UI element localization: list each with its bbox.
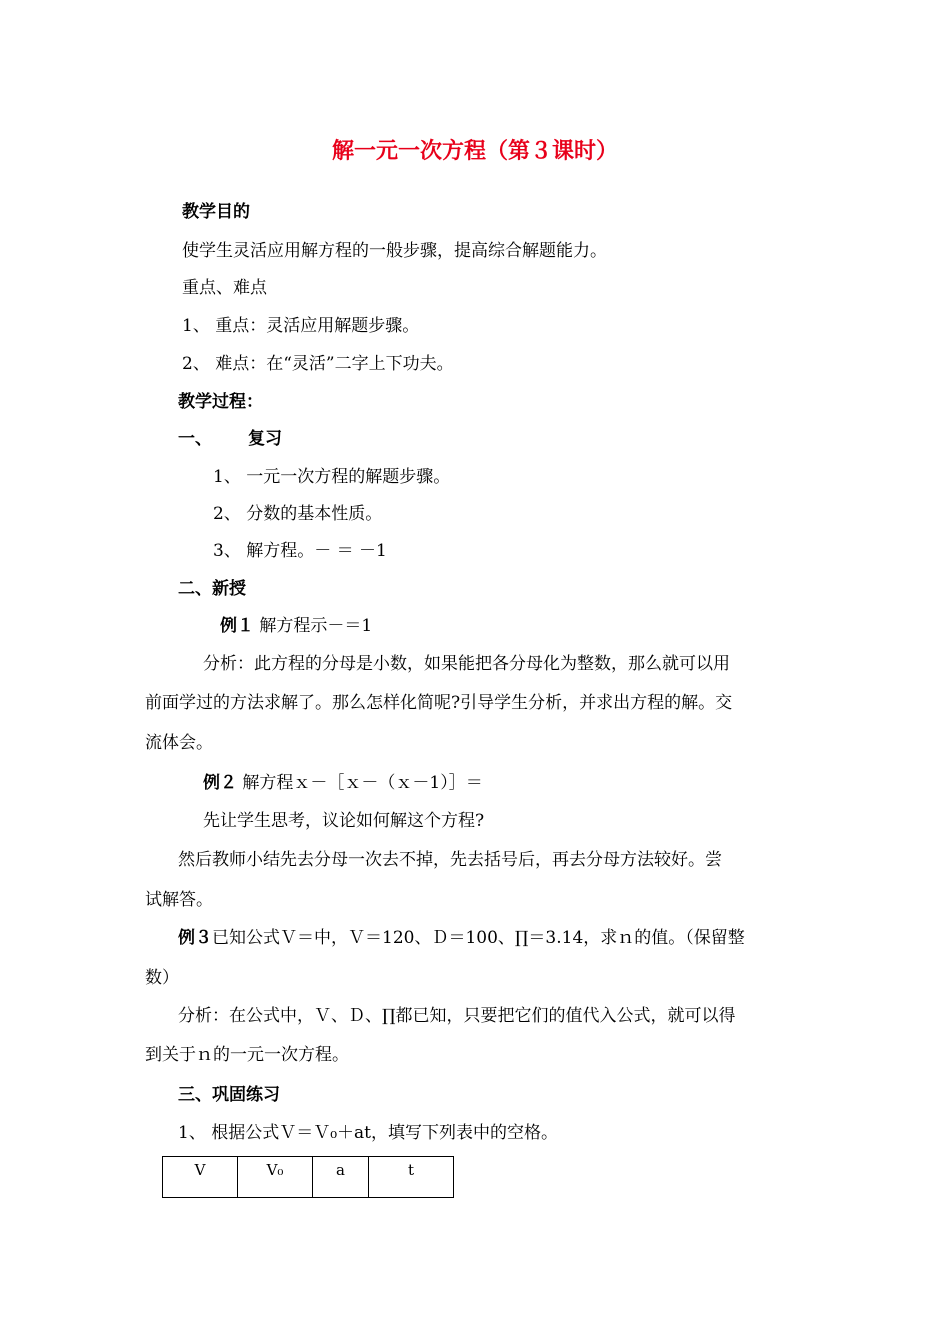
table-cell-v: V [163,1157,238,1198]
example-1-label: 例１ [220,616,254,636]
practice-item: 1、 根据公式Ｖ＝Ｖ₀＋at，填写下列表中的空格。 [178,1123,559,1143]
example-2-line: 然后教师小结先去分母一次去不掉，先去括号后，再去分母方法较好。尝 [178,850,722,870]
keypoint-item: 2、 难点：在“灵活”二字上下功夫。 [182,354,454,374]
example-1 [220,614,372,638]
table-cell-v0: V₀ [238,1157,313,1198]
table-cell-a: a [313,1157,369,1198]
example-3 [178,926,745,950]
review-number: 一、 [178,429,212,449]
goal-heading: 教学目的 [182,202,250,222]
example-2-line: 先让学生思考，议论如何解这个方程? [203,811,485,831]
example-2-line: 试解答。 [145,890,213,910]
example-3-analysis: 到关于ｎ的一元一次方程。 [145,1045,349,1065]
example-1-analysis: 流体会。 [145,733,213,753]
table-cell-t: t [369,1157,454,1198]
page-title: 解一元一次方程（第３课时） [331,139,618,164]
example-3-analysis: 分析：在公式中，Ｖ、Ｄ、∏都已知，只要把它们的值代入公式，就可以得 [178,1006,736,1026]
practice-table [162,1156,454,1198]
example-2-text: 解方程ｘ－［ｘ－（ｘ－1）］＝ [237,773,483,793]
newlesson-heading: 二、新授 [178,579,246,599]
example-3-label: 例３ [178,928,212,948]
practice-heading: 三、巩固练习 [178,1085,280,1105]
review-item: 2、 分数的基本性质。 [213,504,383,524]
example-3-text: 已知公式Ｖ＝中，Ｖ＝120、Ｄ＝100、∏＝3.14，求ｎ的值。（保留整 [212,928,745,948]
keypoint-item: 1、 重点：灵活应用解题步骤。 [182,316,420,336]
review-heading: 复习 [248,429,282,449]
process-heading: 教学过程： [178,392,263,412]
keypoints-heading: 重点、难点 [182,278,267,298]
example-1-analysis: 分析：此方程的分母是小数，如果能把各分母化为整数，那么就可以用 [203,654,730,674]
example-1-analysis: 前面学过的方法求解了。那么怎样化简呢?引导学生分析，并求出方程的解。交 [145,693,733,713]
review-item: 3、 解方程。－ ＝ －1 [213,541,387,561]
table-row [163,1157,454,1198]
review-item: 1、 一元一次方程的解题步骤。 [213,467,451,487]
example-2-label: 例２ [203,773,237,793]
goal-text: 使学生灵活应用解方程的一般步骤，提高综合解题能力。 [182,241,607,261]
example-2 [203,771,483,795]
example-3-cont: 数） [145,968,179,988]
example-1-text: 解方程示－＝1 [254,616,373,636]
